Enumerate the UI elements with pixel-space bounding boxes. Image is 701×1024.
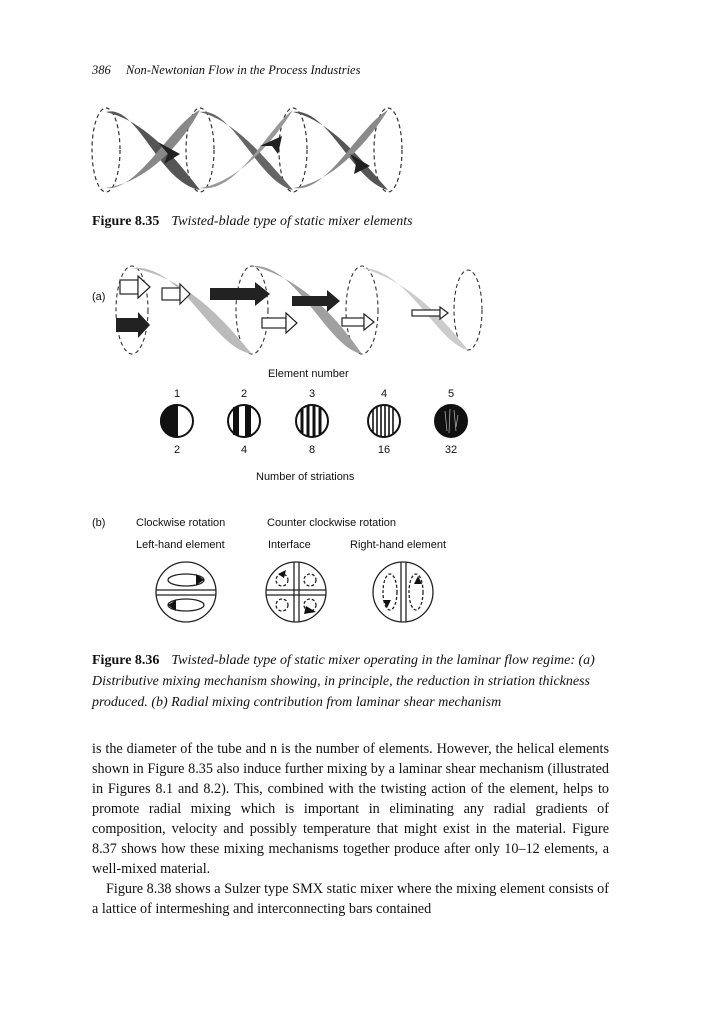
figure-8-35-illustration bbox=[88, 102, 413, 197]
body-text bbox=[92, 739, 609, 919]
svg-text:4: 4 bbox=[240, 444, 248, 456]
svg-text:Left-hand element: Left-hand element bbox=[136, 539, 225, 551]
figure-8-36a-striations bbox=[92, 365, 492, 490]
svg-text:8: 8 bbox=[308, 444, 316, 456]
paragraph: is the diameter of the tube and n is the number of elements. However, the helical elements shown in Figure 8.35 also induce further mixing by a laminar shear mechanism (illustrated in Figures 8.1 and 8.2). This, combined with the twisting action of the element, helps to promote radial mixing which is important in eliminating any radial gradients of composition, velocity and possibly temperature that might exist in the material. Figure 8.37 shows how these mixing mechanisms together produce after only 10–12 elements, a well-mixed material. bbox=[92, 741, 609, 877]
svg-text:16: 16 bbox=[377, 444, 391, 456]
svg-text:32: 32 bbox=[444, 444, 458, 456]
figure-8-36b-illustration bbox=[92, 510, 492, 625]
svg-text:Interface: Interface bbox=[268, 539, 311, 551]
svg-text:5: 5 bbox=[447, 388, 455, 400]
svg-text:Right-hand element: Right-hand element bbox=[350, 539, 447, 551]
striations-label: Number of striations bbox=[256, 471, 355, 483]
svg-text:Clockwise rotation: Clockwise rotation bbox=[136, 517, 226, 529]
running-title: Non-Newtonian Flow in the Process Industries bbox=[125, 63, 361, 77]
paragraph: Figure 8.38 shows a Sulzer type SMX static mixer where the mixing element consists of a lattice of intermeshing and interconnecting bars contained bbox=[92, 881, 609, 917]
svg-text:4: 4 bbox=[380, 388, 388, 400]
part-a-label: (a) bbox=[92, 291, 106, 303]
part-b-label: (b) bbox=[92, 517, 106, 529]
page-number: 386 bbox=[92, 63, 111, 77]
svg-text:3: 3 bbox=[308, 388, 316, 400]
running-header bbox=[92, 63, 360, 78]
svg-text:2: 2 bbox=[173, 444, 181, 456]
figure-8-36a-illustration bbox=[92, 258, 492, 363]
svg-text:Counter clockwise rotation: Counter clockwise rotation bbox=[267, 517, 397, 529]
element-number-label: Element number bbox=[268, 368, 349, 380]
svg-text:2: 2 bbox=[240, 388, 248, 400]
svg-text:1: 1 bbox=[173, 388, 181, 400]
figure-8-35-caption: Figure 8.35 Twisted-blade type of static mixer elements bbox=[92, 214, 413, 229]
figure-8-36-caption: Figure 8.36 Twisted-blade type of static mixer operating in the laminar flow regime: (a) Distributive mixing mechanism showing, in principle, the reduction in striation thickness produced. (b) Radial mixing contribution from laminar shear mechanism bbox=[92, 653, 595, 710]
